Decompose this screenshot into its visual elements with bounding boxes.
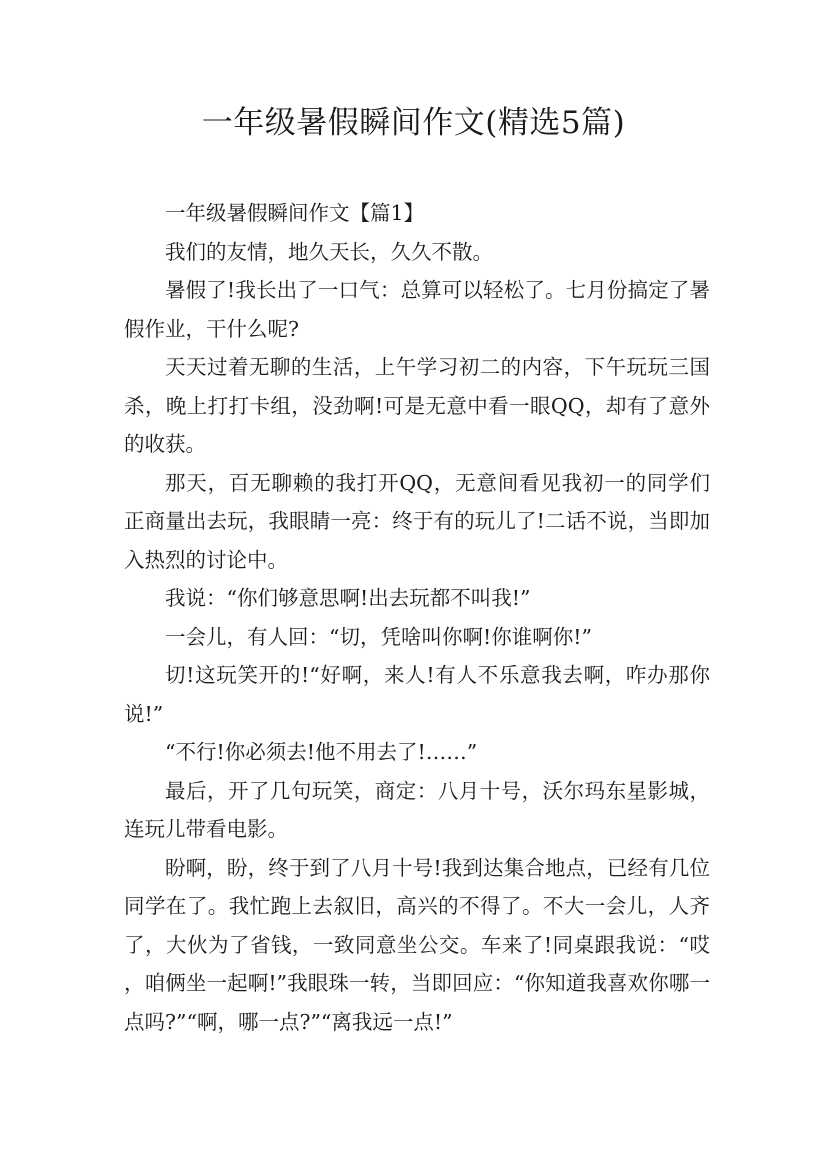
section-heading: 一年级暑假瞬间作文【篇1】 xyxy=(165,201,425,225)
paragraph: 我们的友情，地久天长，久久不散。 xyxy=(165,239,493,264)
document-title: 一年级暑假瞬间作文(精选5篇) xyxy=(201,105,626,141)
paragraph: 一会儿，有人回：“切，凭啥叫你啊!你谁啊你!” xyxy=(165,624,592,649)
paragraph: 盼啊，盼，终于到了八月十号!我到达集合地点，已经有几位同学在了。我忙跑上去叙旧，高兴的不得了。不大一会儿，人齐了，大伙为了省钱，一致同意坐公交。车来了!同桌跟我说：“哎，咱俩坐一起啊!”我眼珠一转，当即回应：“你知道我喜欢你哪一点吗?”“啊，哪一点?”“离我远一点!” xyxy=(124,855,710,1034)
paragraph: 我说：“你们够意思啊!出去玩都不叫我!” xyxy=(165,586,531,610)
paragraph: 那天，百无聊赖的我打开QQ，无意间看见我初一的同学们正商量出去玩，我眼睛一亮：终于有的玩儿了!二话不说，当即加入热烈的讨论中。 xyxy=(124,470,710,572)
paragraph: 切!这玩笑开的!“好啊，来人!有人不乐意我去啊，咋办那你说!” xyxy=(124,663,710,726)
document-body xyxy=(124,194,710,1041)
paragraph: “不行!你必须去!他不用去了!……” xyxy=(165,740,478,764)
paragraph: 最后，开了几句玩笑，商定：八月十号，沃尔玛东星影城，连玩儿带看电影。 xyxy=(124,778,710,841)
paragraph: 暑假了!我长出了一口气：总算可以轻松了。七月份搞定了暑假作业，干什么呢? xyxy=(124,278,710,341)
paragraph: 天天过着无聊的生活，上午学习初二的内容，下午玩玩三国杀，晚上打打卡组，没劲啊!可是无意中看一眼QQ，却有了意外的收获。 xyxy=(124,355,710,456)
